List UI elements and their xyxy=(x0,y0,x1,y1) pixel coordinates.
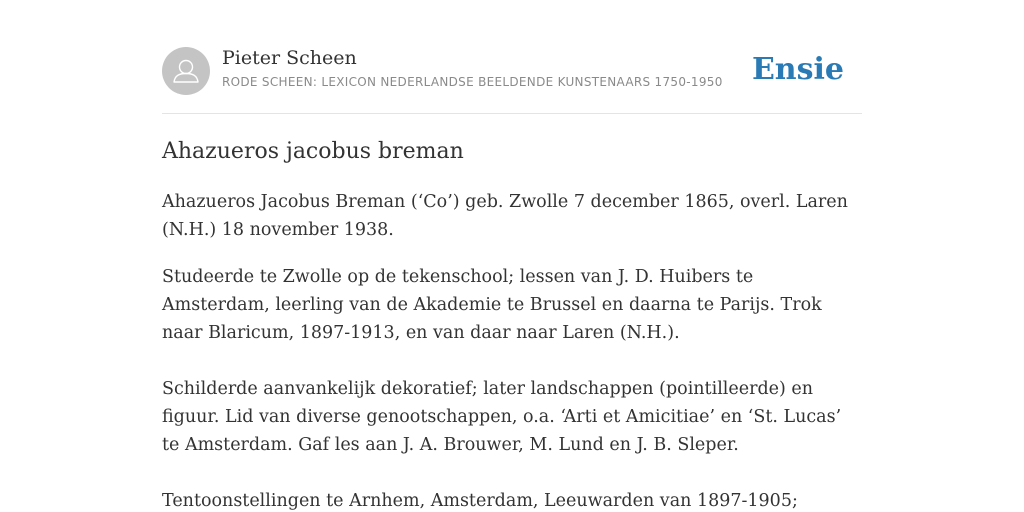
user-silhouette-icon xyxy=(162,47,210,95)
article-body xyxy=(162,136,862,512)
source-label[interactable]: RODE SCHEEN: LEXICON NEDERLANDSE BEELDENDE KUNSTENAARS 1750-1950 xyxy=(222,75,723,89)
avatar[interactable] xyxy=(162,47,210,95)
article-paragraph: Schilderde aanvankelijk dekoratief; later landschappen (pointilleerde) en figuur. Lid van diverse genootschappen, o.a. ‘Arti et Amicitiae’ en ‘St. Lucas’ te Amsterdam. Gaf les aan J. A. Brouwer, M. Lund en J. B. Sleper. xyxy=(162,379,842,455)
article-paragraph: Studeerde te Zwolle op de tekenschool; lessen van J. D. Huibers te Amsterdam, leerling van de Akademie te Brussel en daarna te Parijs. Trok naar Blaricum, 1897-1913, en van daar naar Laren (N.H.). xyxy=(162,267,822,343)
article-paragraph: Tentoonstellingen te Arnhem, Amsterdam, Leeuwarden van 1897-1905; xyxy=(162,491,798,511)
article-paragraph: Ahazueros Jacobus Breman (‘Co’) geb. Zwolle 7 december 1865, overl. Laren (N.H.) 18 november 1938. xyxy=(162,192,848,240)
article-header xyxy=(162,46,862,96)
article-title: Ahazueros jacobus breman xyxy=(162,139,464,164)
author-name[interactable]: Pieter Scheen xyxy=(222,47,357,69)
header-divider xyxy=(162,113,862,114)
brand-logo[interactable]: Ensie xyxy=(751,52,844,87)
